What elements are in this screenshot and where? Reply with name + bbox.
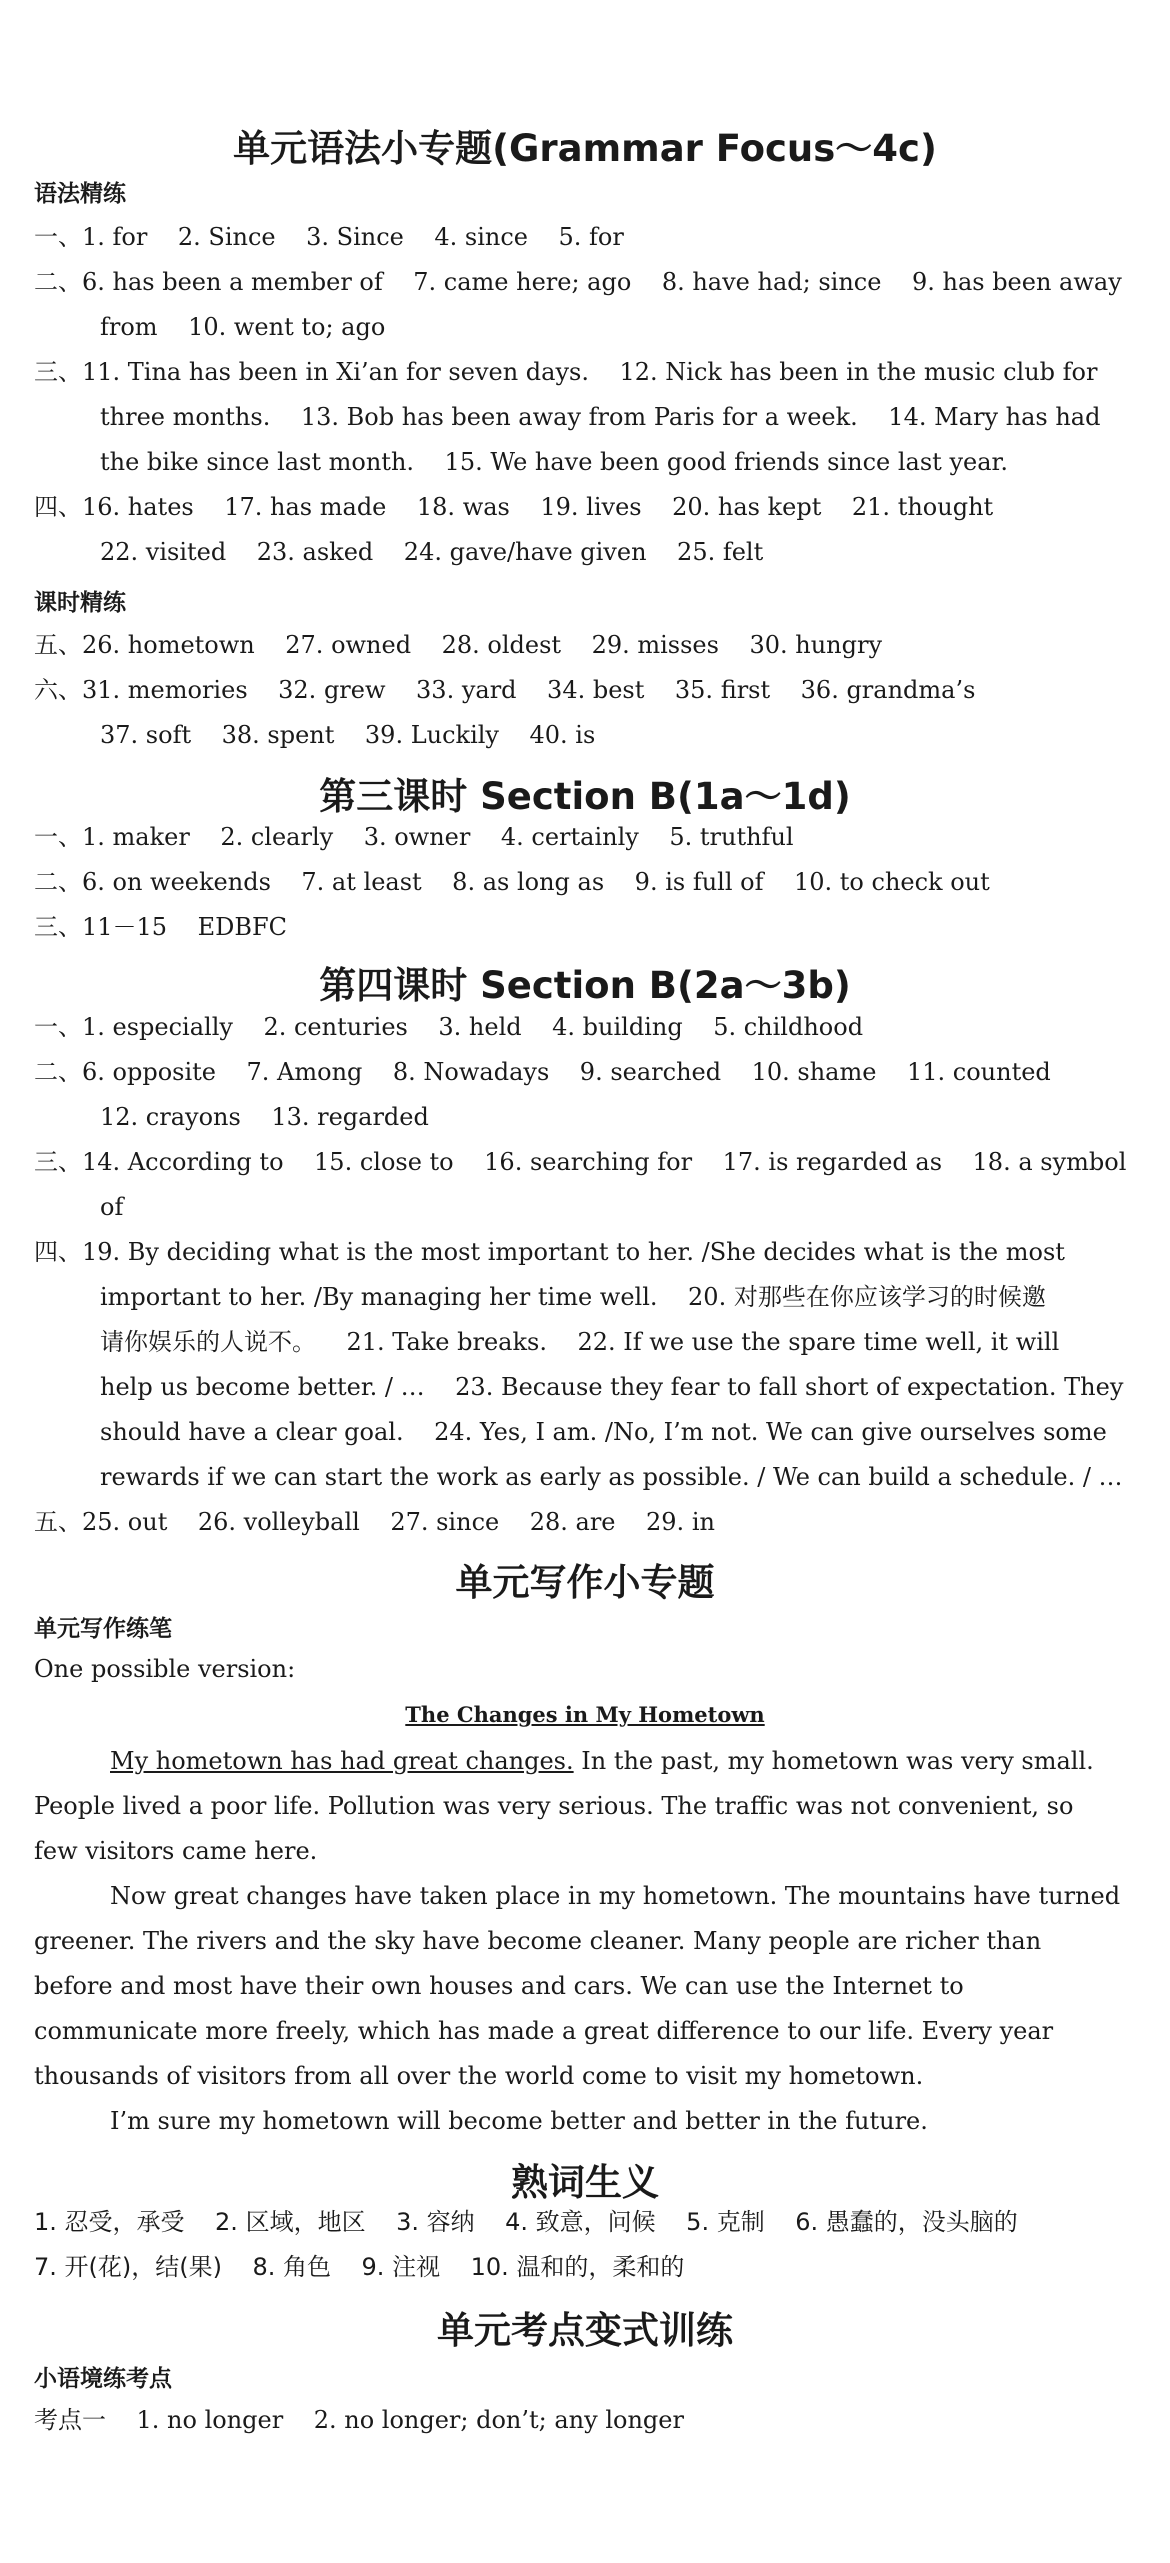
answer-line: 一、1. maker 2. clearly 3. owner 4. certainly 5. truthful	[34, 823, 794, 851]
subheading-lesson-practice: 课时精练	[34, 590, 126, 616]
essay-line: thousands of visitors from all over the world come to visit my hometown.	[34, 2062, 924, 2090]
essay-title: The Changes in My Hometown	[405, 1702, 765, 1727]
answer-line: 二、6. opposite 7. Among 8. Nowadays 9. searched 10. shame 11. counted	[34, 1058, 1051, 1086]
answer-line: the bike since last month. 15. We have been good friends since last year.	[100, 448, 1008, 476]
answer-line: 12. crayons 13. regarded	[100, 1103, 429, 1131]
subheading-grammar-practice: 语法精练	[34, 181, 126, 207]
intro-text: One possible version:	[34, 1655, 296, 1683]
answer-line: from 10. went to; ago	[100, 313, 386, 341]
answer-line: three months. 13. Bob has been away from Paris for a week. 14. Mary has had	[100, 403, 1101, 431]
essay-line: communicate more freely, which has made a great difference to our life. Every year	[34, 2017, 1054, 2045]
answer-line: 一、1. especially 2. centuries 3. held 4. building 5. childhood	[34, 1013, 864, 1041]
answer-line: 请你娱乐的人说不。 21. Take breaks. 22. If we use the spare time well, it will	[100, 1328, 1060, 1356]
essay-text: In the past, my hometown was very small.	[573, 1747, 1094, 1775]
essay-line	[110, 1746, 1094, 1776]
answer-line: rewards if we can start the work as early as possible. / We can build a schedule. / …	[100, 1463, 1123, 1491]
answer-line: 考点一 1. no longer 2. no longer; don’t; any longer	[34, 2406, 684, 2434]
answer-line: 1. 忍受，承受 2. 区域，地区 3. 容纳 4. 致意，问候 5. 克制 6. 愚蠢的，没头脑的	[34, 2208, 1018, 2236]
subheading-context-points: 小语境练考点	[34, 2366, 172, 2392]
section-title-vocabulary: 熟词生义	[511, 2161, 659, 2204]
answer-line: of	[100, 1193, 124, 1221]
answer-line: 22. visited 23. asked 24. gave/have given 25. felt	[100, 538, 764, 566]
essay-line: greener. The rivers and the sky have become cleaner. Many people are richer than	[34, 1927, 1042, 1955]
answer-line: 三、11. Tina has been in Xi’an for seven days. 12. Nick has been in the music club for	[34, 358, 1098, 386]
answer-line: 二、6. on weekends 7. at least 8. as long as 9. is full of 10. to check out	[34, 868, 990, 896]
section-title-unit-test: 单元考点变式训练	[437, 2309, 733, 2352]
subheading-writing-practice: 单元写作练笔	[34, 1616, 172, 1642]
section-title-lesson-3: 第三课时 Section B(1a～1d)	[319, 775, 851, 818]
answer-line: 四、16. hates 17. has made 18. was 19. lives 20. has kept 21. thought	[34, 493, 994, 521]
answer-line: 五、26. hometown 27. owned 28. oldest 29. misses 30. hungry	[34, 631, 883, 659]
section-title-grammar: 单元语法小专题(Grammar Focus～4c)	[233, 127, 937, 170]
answer-line: help us become better. / … 23. Because they fear to fall short of expectation. They	[100, 1373, 1124, 1401]
essay-line: People lived a poor life. Pollution was very serious. The traffic was not convenient, so	[34, 1792, 1074, 1820]
essay-line: before and most have their own houses and cars. We can use the Internet to	[34, 1972, 964, 2000]
section-title-writing: 单元写作小专题	[455, 1561, 715, 1604]
answer-line: 六、31. memories 32. grew 33. yard 34. best 35. first 36. grandma’s	[34, 676, 976, 704]
section-title-lesson-4: 第四课时 Section B(2a～3b)	[319, 964, 851, 1007]
essay-line: Now great changes have taken place in my hometown. The mountains have turned	[110, 1882, 1121, 1910]
essay-line: few visitors came here.	[34, 1837, 318, 1865]
answer-line: 三、11－15 EDBFC	[34, 913, 288, 941]
answer-line: should have a clear goal. 24. Yes, I am. /No, I’m not. We can give ourselves some	[100, 1418, 1107, 1446]
topic-sentence: My hometown has had great changes.	[110, 1747, 574, 1775]
essay-line: I’m sure my hometown will become better and better in the future.	[110, 2107, 928, 2135]
answer-line: 四、19. By deciding what is the most important to her. /She decides what is the most	[34, 1238, 1065, 1266]
answer-line: important to her. /By managing her time well. 20. 对那些在你应该学习的时候邀	[100, 1283, 1046, 1311]
answer-line: 一、1. for 2. Since 3. Since 4. since 5. for	[34, 223, 624, 251]
answer-line: 7. 开(花)，结(果) 8. 角色 9. 注视 10. 温和的，柔和的	[34, 2253, 685, 2281]
answer-line: 37. soft 38. spent 39. Luckily 40. is	[100, 721, 596, 749]
answer-line: 五、25. out 26. volleyball 27. since 28. are 29. in	[34, 1508, 715, 1536]
answer-line: 二、6. has been a member of 7. came here; ago 8. have had; since 9. has been away	[34, 268, 1122, 296]
answer-line: 三、14. According to 15. close to 16. searching for 17. is regarded as 18. a symbol	[34, 1148, 1127, 1176]
